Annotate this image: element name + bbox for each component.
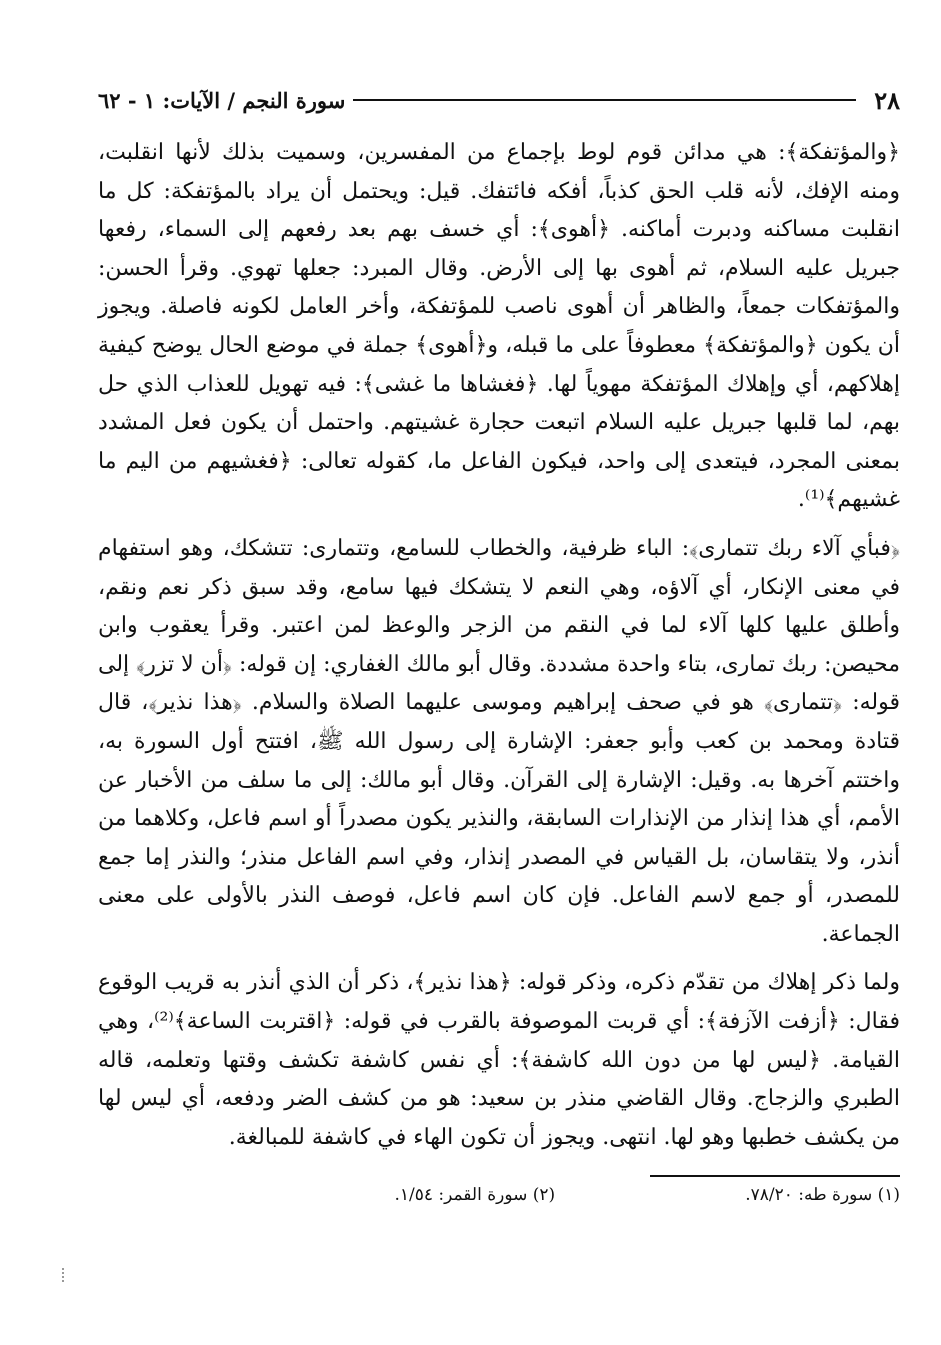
header-rule xyxy=(353,99,856,101)
footnote-1: (١) سورة طه: ٧٨/٢٠. xyxy=(745,1185,900,1206)
scan-mark xyxy=(62,1268,68,1282)
paragraph-azifa: ولما ذكر إهلاك من تقدّم ذكره، وذكر قوله: ﴿هذا نذير﴾، ذكر أن الذي أنذر به قريب الوقوع فقال: ﴿أزفت الآزفة﴾: أي قربت الموصوفة بالقرب في قوله: ﴿اقتربت الساعة﴾⁽²⁾، وهي القيامة. ﴿ليس لها من دون الله كاشفة﴾: أي نفس كاشفة تكشف وقتها وتعلمه، قاله الطبري والزجاج. وقال القاضي منذر بن سعيد: هو من كشف الضر ودفعه، أي ليس لها من يكشف خطبها وهو لها. انتهى. ويجوز أن تكون الهاء في كاشفة للمبالغة. xyxy=(98,970,901,1150)
paragraph-tatamara: ﴿فبأي آلاء ربك تتمارى﴾: الباء ظرفية، والخطاب للسامع، وتتمارى: تتشكك، وهو استفهام في معنى الإنكار، أي آلاؤه، وهي النعم لا يتشكك فيها سامع، وقد سبق ذكر نعم ونقم، وأطلق عليها كلها آلاء لما في النقم من الزجر والوعظ لمن اعتبر. وقرأ يعقوب وابن محيصن: ربك تمارى، بتاء واحدة مشددة. وقال أبو مالك الغفاري: إن قوله: ﴿أن لا تزر﴾ إلى قوله: ﴿تتمارى﴾ هو في صحف إبراهيم وموسى عليهما الصلاة والسلام. ﴿هذا نذير﴾، قال قتادة ومحمد بن كعب وأبو جعفر: الإشارة إلى رسول الله ﷺ، افتتح أول السورة به، واختتم آخرها به. وقيل: الإشارة إلى القرآن. وقال أبو مالك: إلى ما سلف من الأخبار عن الأمم، أي هذا إنذار من الإنذارات السابقة، والنذير يكون مصدراً أو اسم فاعل، وكلاهما من أنذر، ولا يتقاسان، بل القياس في المصدر إنذار، وفي اسم الفاعل منذر؛ والنذر إما جمع للمصدر، أو جمع لاسم الفاعل. فإن كان اسم فاعل، فوصف النذر بالأولى على معنى الجماعة. xyxy=(98,535,900,947)
paragraph-mutafika: ﴿والمؤتفكة﴾: هي مدائن قوم لوط بإجماع من المفسرين، وسميت بذلك لأنها انقلبت، ومنه الإفك، لأنه قلب الحق كذباً، أفكه فائتفك. قيل: ويحتمل أن يراد بالمؤتفكة: كل ما انقلبت مساكنه ودبرت أماكنه. ﴿أهوى﴾: أي خسف بهم بعد رفعهم إلى السماء، رفعها جبريل عليه السلام، ثم أهوى بها إلى الأرض. وقال المبرد: جعلها تهوي. وقرأ الحسن: والمؤتفكات جمعاً، والظاهر أن أهوى ناصب للمؤتفكة، وأخر العامل لكونه فاصلة. ويجوز أن يكون ﴿والمؤتفكة﴾ معطوفاً على ما قبله، و﴿أهوى﴾ جملة في موضع الحال يوضح كيفية إهلاكهم، أي وإهلاك المؤتفكة مهوياً لها. ﴿فغشاها ما غشى﴾: فيه تهويل للعذاب الذي حل بهم، لما قلبها جبريل عليه السلام اتبعت حجارة غشيتهم. واحتمل أن يكون فعل المشدد بمعنى المجرد، فيتعدى إلى واحد، فيكون الفاعل ما، كقوله تعالى: ﴿فغشيهم من اليم ما غشيهم﴾⁽¹⁾. xyxy=(98,140,900,513)
commentary-text xyxy=(98,134,900,1157)
footnote-2: (٢) سورة القمر: ١/٥٤. xyxy=(394,1185,556,1206)
footnotes xyxy=(98,1185,900,1205)
page-number: ٢٨ xyxy=(874,85,900,115)
running-header xyxy=(98,78,900,122)
footnote-rule xyxy=(650,1175,900,1177)
running-title: سورة النجم / الآيات: ١ - ٦٢ xyxy=(98,87,346,113)
page xyxy=(98,78,900,1205)
